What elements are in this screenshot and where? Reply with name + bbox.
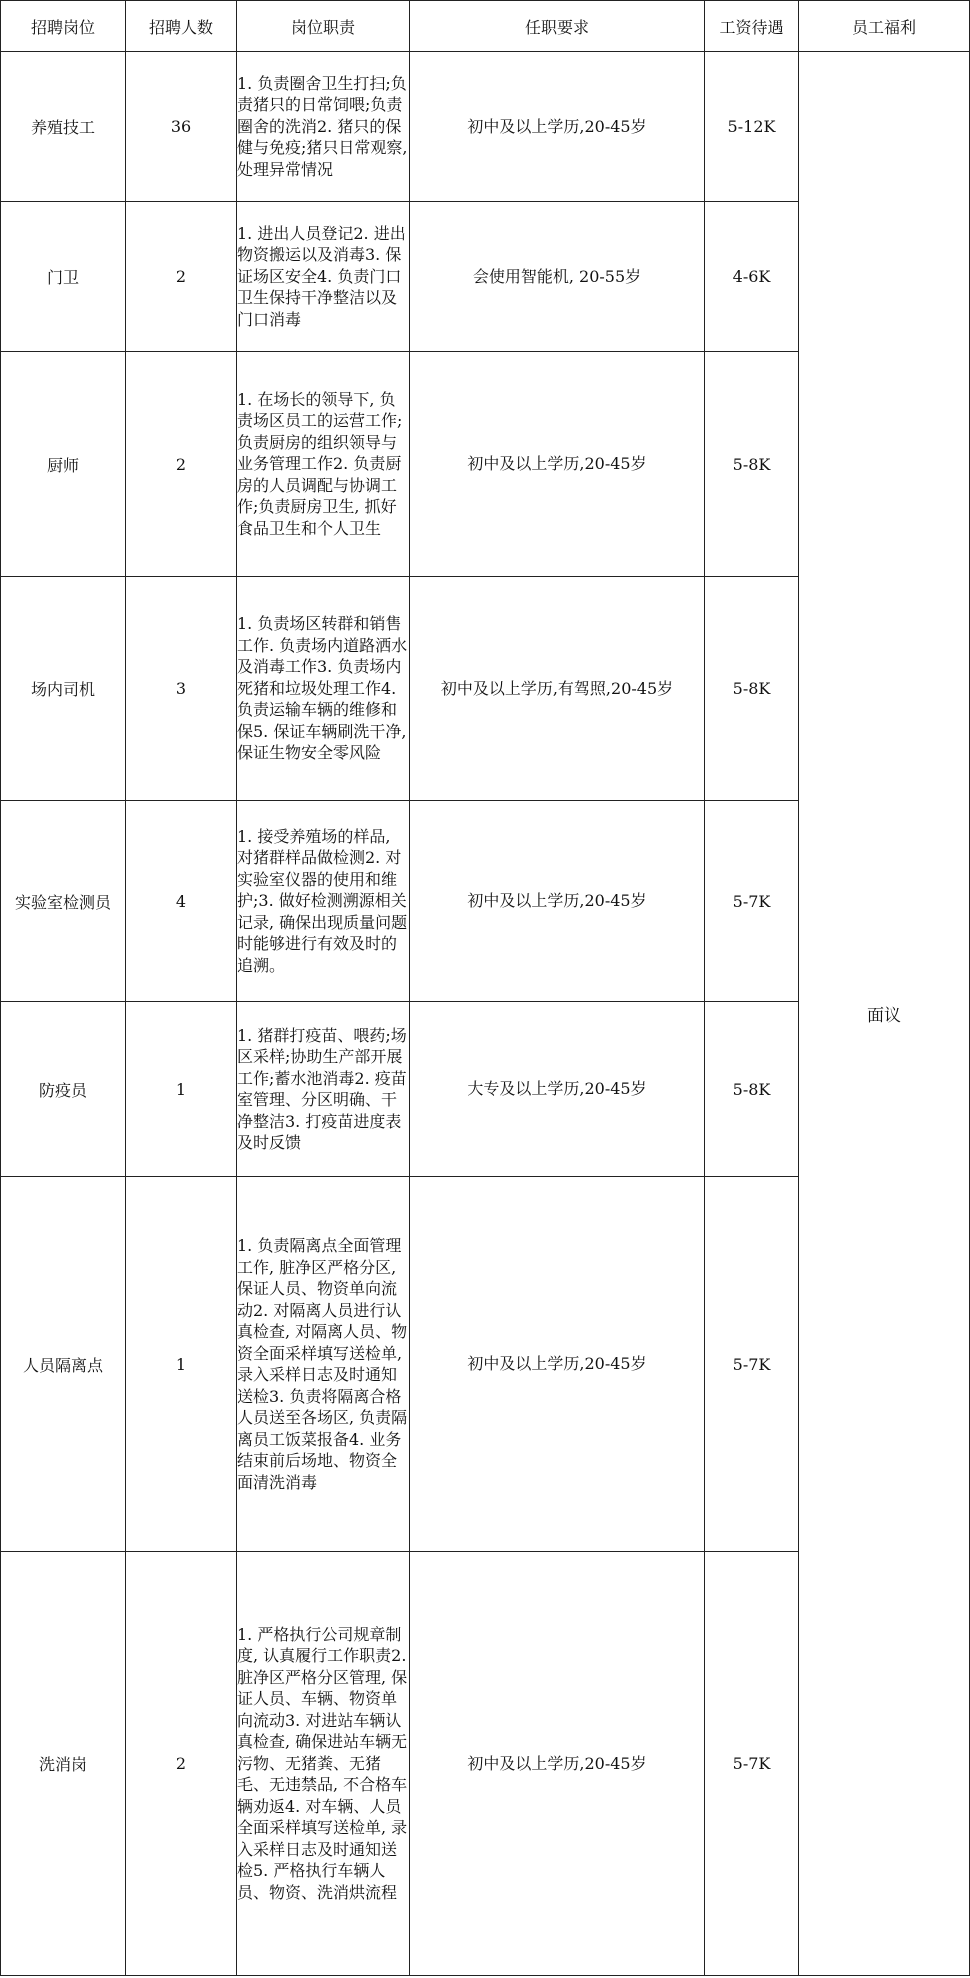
duty-cell: 1. 猪群打疫苗、喂药;场区采样;协助生产部开展工作;蓄水池消毒2. 疫苗室管理、分区明确、干净整洁3. 打疫苗进度表及时反馈 bbox=[237, 1002, 410, 1177]
post-cell: 实验室检测员 bbox=[1, 801, 126, 1002]
header-post: 招聘岗位 bbox=[1, 1, 126, 52]
salary-cell: 5-7K bbox=[705, 1177, 799, 1552]
post-cell: 防疫员 bbox=[1, 1002, 126, 1177]
duty-cell: 1. 负责场区转群和销售工作. 负责场内道路洒水及消毒工作3. 负责场内死猪和垃圾处理工作4. 负责运输车辆的维修和保5. 保证车辆刷洗干净,保证生物安全零风险 bbox=[237, 577, 410, 801]
duty-cell: 1. 严格执行公司规章制度, 认真履行工作职责2. 脏净区严格分区管理, 保证人员、车辆、物资单向流动3. 对进站车辆认真检查, 确保进站车辆无污物、无猪粪、无猪毛、无违禁品, 不合格车辆劝返4. 对车辆、人员全面采样填写送检单, 录入采样日志及时通知送检5. 严格执行车辆人员、物资、洗消烘流程 bbox=[237, 1552, 410, 1976]
benefit-cell: 面议 bbox=[799, 52, 970, 1976]
salary-cell: 5-8K bbox=[705, 1002, 799, 1177]
requirement-cell: 会使用智能机, 20-55岁 bbox=[410, 202, 705, 352]
requirement-cell: 初中及以上学历,有驾照,20-45岁 bbox=[410, 577, 705, 801]
salary-cell: 5-12K bbox=[705, 52, 799, 202]
post-cell: 场内司机 bbox=[1, 577, 126, 801]
duty-cell: 1. 在场长的领导下, 负责场区员工的运营工作;负责厨房的组织领导与业务管理工作2. 负责厨房的人员调配与协调工作;负责厨房卫生, 抓好食品卫生和个人卫生 bbox=[237, 352, 410, 577]
salary-cell: 5-8K bbox=[705, 577, 799, 801]
count-cell: 3 bbox=[126, 577, 237, 801]
duty-cell: 1. 负责隔离点全面管理工作, 脏净区严格分区, 保证人员、物资单向流动2. 对隔离人员进行认真检查, 对隔离人员、物资全面采样填写送检单, 录入采样日志及时通知送检3. 负责将隔离合格人员送至各场区, 负责隔离员工饭菜报备4. 业务结束前后场地、物资全面清洗消毒 bbox=[237, 1177, 410, 1552]
salary-cell: 5-7K bbox=[705, 801, 799, 1002]
salary-cell: 5-7K bbox=[705, 1552, 799, 1976]
header-benefit: 员工福利 bbox=[799, 1, 970, 52]
requirement-cell: 初中及以上学历,20-45岁 bbox=[410, 1552, 705, 1976]
requirement-cell: 初中及以上学历,20-45岁 bbox=[410, 52, 705, 202]
count-cell: 1 bbox=[126, 1177, 237, 1552]
count-cell: 2 bbox=[126, 202, 237, 352]
post-cell: 洗消岗 bbox=[1, 1552, 126, 1976]
duty-cell: 1. 接受养殖场的样品, 对猪群样品做检测2. 对实验室仪器的使用和维护;3. 做好检测溯源相关记录, 确保出现质量问题时能够进行有效及时的追溯。 bbox=[237, 801, 410, 1002]
duty-cell: 1. 进出人员登记2. 进出物资搬运以及消毒3. 保证场区安全4. 负责门口卫生保持干净整洁以及门口消毒 bbox=[237, 202, 410, 352]
table-row bbox=[1, 52, 970, 202]
duty-cell: 1. 负责圈舍卫生打扫;负责猪只的日常饲喂;负责圈舍的洗消2. 猪只的保健与免疫;猪只日常观察,处理异常情况 bbox=[237, 52, 410, 202]
post-cell: 门卫 bbox=[1, 202, 126, 352]
post-cell: 人员隔离点 bbox=[1, 1177, 126, 1552]
count-cell: 4 bbox=[126, 801, 237, 1002]
requirement-cell: 初中及以上学历,20-45岁 bbox=[410, 801, 705, 1002]
post-cell: 养殖技工 bbox=[1, 52, 126, 202]
post-cell: 厨师 bbox=[1, 352, 126, 577]
header-duty: 岗位职责 bbox=[237, 1, 410, 52]
count-cell: 2 bbox=[126, 352, 237, 577]
header-count: 招聘人数 bbox=[126, 1, 237, 52]
header-row bbox=[1, 1, 970, 52]
requirement-cell: 初中及以上学历,20-45岁 bbox=[410, 1177, 705, 1552]
requirement-cell: 大专及以上学历,20-45岁 bbox=[410, 1002, 705, 1177]
header-salary: 工资待遇 bbox=[705, 1, 799, 52]
salary-cell: 5-8K bbox=[705, 352, 799, 577]
header-requirement: 任职要求 bbox=[410, 1, 705, 52]
salary-cell: 4-6K bbox=[705, 202, 799, 352]
requirement-cell: 初中及以上学历,20-45岁 bbox=[410, 352, 705, 577]
count-cell: 2 bbox=[126, 1552, 237, 1976]
count-cell: 1 bbox=[126, 1002, 237, 1177]
count-cell: 36 bbox=[126, 52, 237, 202]
